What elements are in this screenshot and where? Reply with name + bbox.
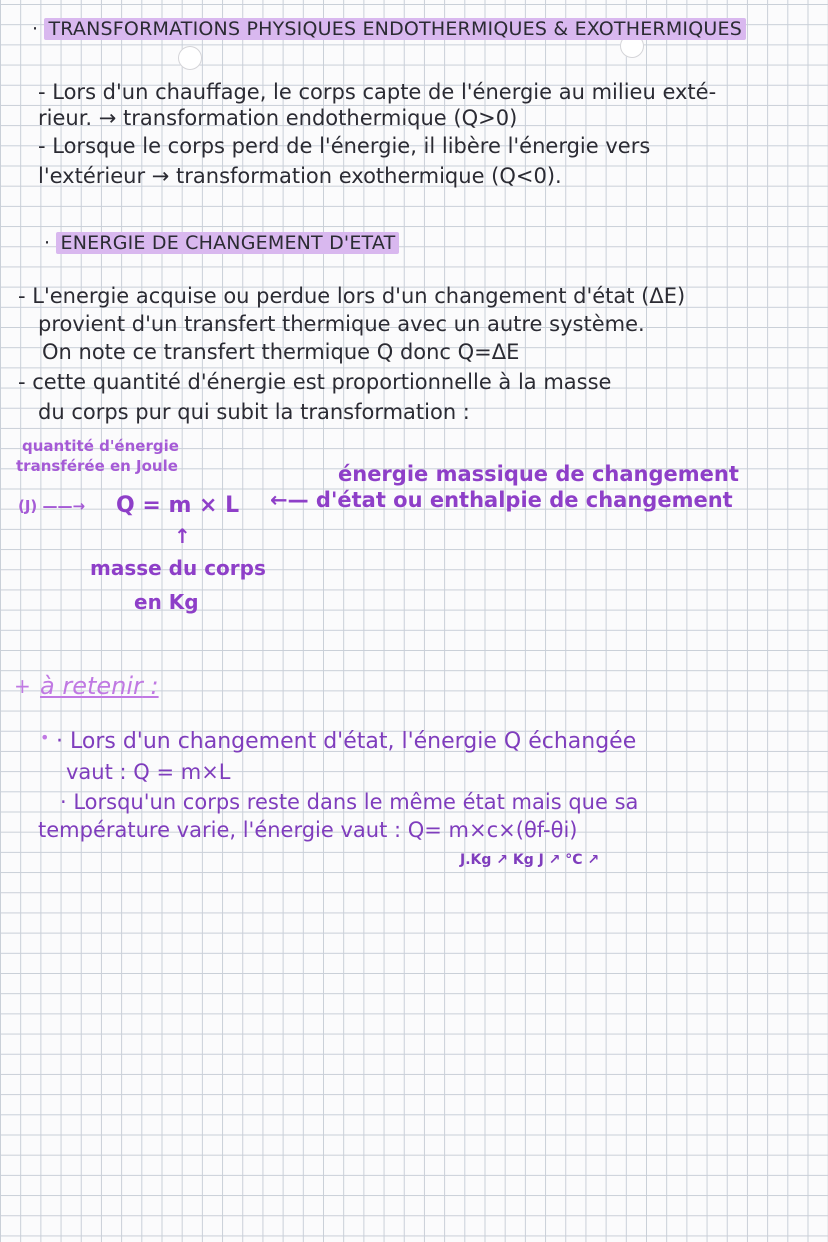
intro-line-3: - Lorsque le corps perd de l'énergie, il libère l'énergie vers <box>38 134 651 158</box>
intro-line-2: rieur. → transformation endothermique (Q>0) <box>38 106 518 130</box>
bullet-dot-icon: • <box>40 728 50 747</box>
section-line-3: On note ce transfert thermique Q donc Q=ΔE <box>42 340 520 364</box>
section-line-4: - cette quantité d'énergie est proportionnelle à la masse <box>18 370 612 394</box>
section-title: · ENERGIE DE CHANGEMENT D'ETAT <box>44 232 399 254</box>
formula-below-label-1: masse du corps <box>90 556 266 580</box>
binder-hole-left <box>178 46 202 70</box>
intro-line-4: l'extérieur → transformation exothermique (Q<0). <box>38 164 562 188</box>
page-title: · TRANSFORMATIONS PHYSIQUES ENDOTHERMIQUES & EXOTHERMIQUES <box>32 18 746 40</box>
section-line-1: - L'energie acquise ou perdue lors d'un changement d'état (ΔE) <box>18 284 686 308</box>
retenir-bullet-1-line-2: vaut : Q = m×L <box>66 760 231 784</box>
arrow-up-icon: ↑ <box>174 524 191 548</box>
formula-equation: Q = m × L <box>116 493 240 518</box>
formula-left-label-2: transférée en Joule <box>16 457 178 475</box>
formula-left-label-1: quantité d'énergie <box>22 437 179 455</box>
formula-below-label-2: en Kg <box>134 590 199 614</box>
star-icon: + <box>14 674 31 698</box>
intro-line-1: - Lors d'un chauffage, le corps capte de l'énergie au milieu exté- <box>38 80 717 104</box>
retenir-units: J.Kg ↗ Kg J ↗ °C ↗ <box>460 852 600 868</box>
retenir-bullet-2-line-2: température varie, l'énergie vaut : Q= m×c×(θf-θi) <box>38 818 578 842</box>
formula-right-label-1: énergie massique de changement <box>338 462 739 486</box>
retenir-bullet-1-line-1: · Lors d'un changement d'état, l'énergie Q échangée <box>56 729 637 754</box>
section-line-5: du corps pur qui subit la transformation : <box>38 400 470 424</box>
retenir-bullet-2-line-1: · Lorsqu'un corps reste dans le même état mais que sa <box>60 790 639 814</box>
retenir-heading: à retenir : <box>40 672 159 700</box>
formula-left-label-3: (J) ——→ <box>18 497 86 515</box>
page-title-text: TRANSFORMATIONS PHYSIQUES ENDOTHERMIQUES & EXOTHERMIQUES <box>44 18 745 40</box>
section-line-2: provient d'un transfert thermique avec un autre système. <box>38 312 645 336</box>
formula-right-label-2: ←— d'état ou enthalpie de changement <box>270 488 733 512</box>
section-title-text: ENERGIE DE CHANGEMENT D'ETAT <box>56 232 399 254</box>
